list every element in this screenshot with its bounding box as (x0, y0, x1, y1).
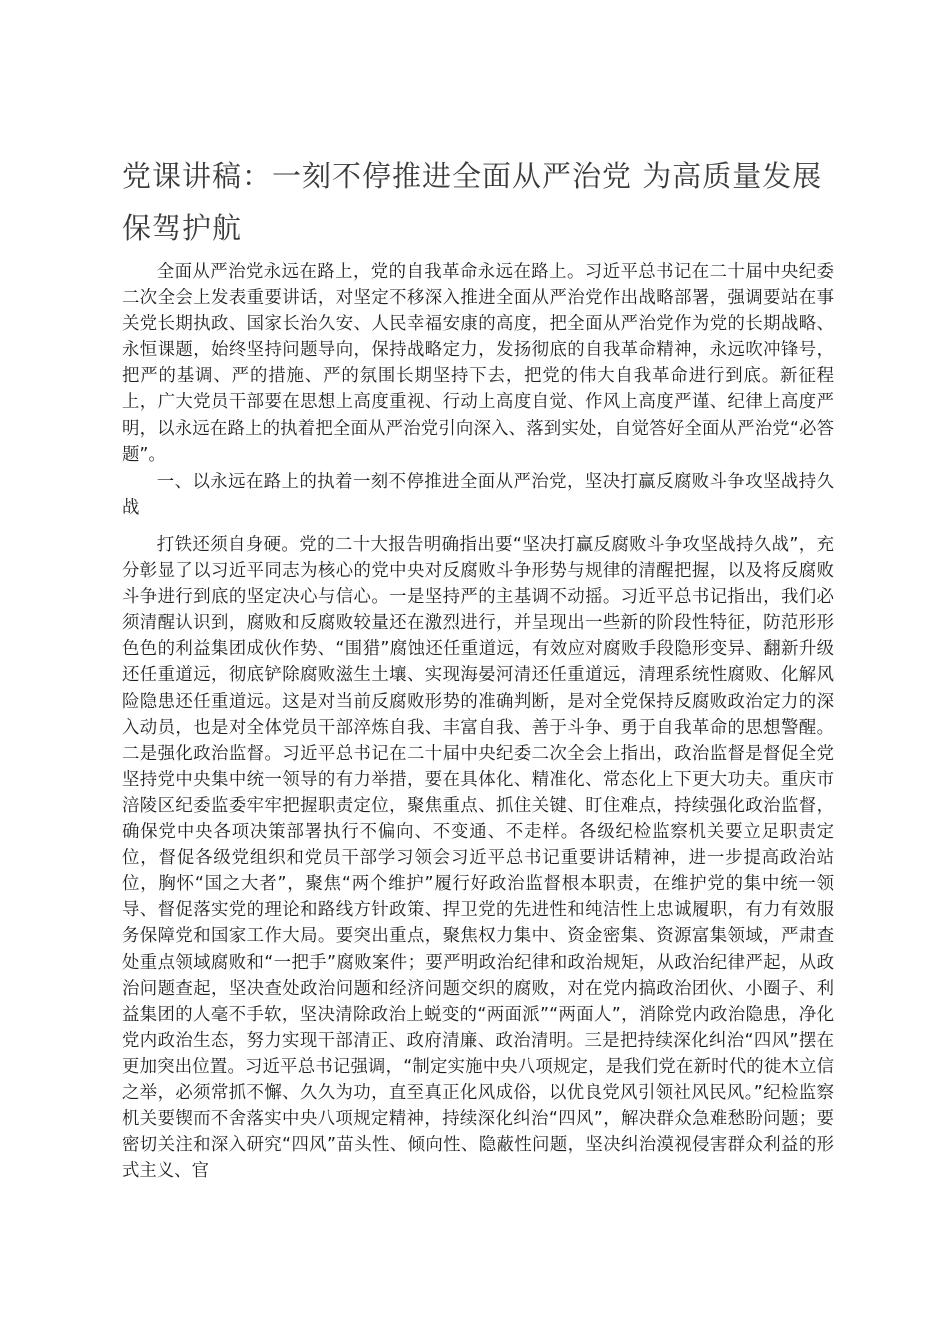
page-title: 党课讲稿：一刻不停推进全面从严治党 为高质量发展保驾护航 (122, 159, 823, 245)
section-one-body: 打铁还须自身硬。党的二十大报告明确指出要“坚决打赢反腐败斗争攻坚战持久战”，充分彰显了以习近平同志为核心的党中央对反腐败斗争形势与规律的清醒把握，以及将反腐败斗争进行到底的坚定决心与信心。一是坚持严的主基调不动摇。习近平总书记指出，我们必须清醒认识到，腐败和反腐败较量还在激烈进行，并呈现出一些新的阶段性特征，防范形形色色的利益集团成伙作势、“围猎”腐蚀还任重道远，有效应对腐败手段隐形变异、翻新升级还任重道远，彻底铲除腐败滋生土壤、实现海晏河清还任重道远，清理系统性腐败、化解风险隐患还任重道远。这是对当前反腐败形势的准确判断，是对全党保持反腐败政治定力的深入动员，也是对全体党员干部淬炼自我、丰富自我、善于斗争、勇于自我革命的思想警醒。二是强化政治监督。习近平总书记在二十届中央纪委二次全会上指出，政治监督是督促全党坚持党中央集中统一领导的有力举措，要在具体化、精准化、常态化上下更大功夫。重庆市涪陵区纪委监委牢牢把握职责定位，聚焦重点、抓住关键、盯住难点，持续强化政治监督，确保党中央各项决策部署执行不偏向、不变通、不走样。各级纪检监察机关要立足职责定位，督促各级党组织和党员干部学习领会习近平总书记重要讲话精神，进一步提高政治站位，胸怀“国之大者”，聚焦“两个维护”履行好政治监督根本职责，在维护党的集中统一领导、督促落实党的理论和路线方针政策、捍卫党的先进性和纯洁性上忠诚履职，有力有效服务保障党和国家工作大局。要突出重点，聚焦权力集中、资金密集、资源富集领域，严肃查处重点领域腐败和“一把手”腐败案件；要严明政治纪律和政治规矩，从政治纪律严起，从政治问题查起，坚决查处政治问题和经济问题交织的腐败，对在党内搞政治团伙、小圈子、利益集团的人毫不手软，坚决清除政治上蜕变的“两面派”“两面人”，消除党内政治隐患，净化党内政治生态，努力实现干部清正、政府清廉、政治清明。三是把持续深化纠治“四风”摆在更加突出位置。习近平总书记强调，“制定实施中央八项规定，是我们党在新时代的徙木立信之举，必须常抓不懈、久久为功，直至真正化风成俗，以优良党风引领社风民风。”纪检监察机关要锲而不舍落实中央八项规定精神，持续深化纠治“四风”，解决群众急难愁盼问题；要密切关注和深入研究“四风”苗头性、倾向性、隐蔽性问题，坚决纠治漠视侵害群众利益的形式主义、官 (122, 535, 834, 1182)
intro-paragraph: 全面从严治党永远在路上，党的自我革命永远在路上。习近平总书记在二十届中央纪委二次全会上发表重要讲话，对坚定不移深入推进全面从严治党作出战略部署，强调要站在事关党长期执政、国家长治久安、人民幸福安康的高度，把全面从严治党作为党的长期战略、永恒课题，始终坚持问题导向，保持战略定力，发扬彻底的自我革命精神，永远吹冲锋号，把严的基调、严的措施、严的氛围长期坚持下去，把党的伟大自我革命进行到底。新征程上，广大党员干部要在思想上高度重视、行动上高度自觉、作风上高度严谨、纪律上高度严明，以永远在路上的执着把全面从严治党引向深入、落到实处，自觉答好全面从严治党“必答题”。 (122, 262, 834, 465)
section-one-heading: 一、以永远在路上的执着一刻不停推进全面从严治党，坚决打赢反腐败斗争攻坚战持久战 (122, 472, 834, 519)
